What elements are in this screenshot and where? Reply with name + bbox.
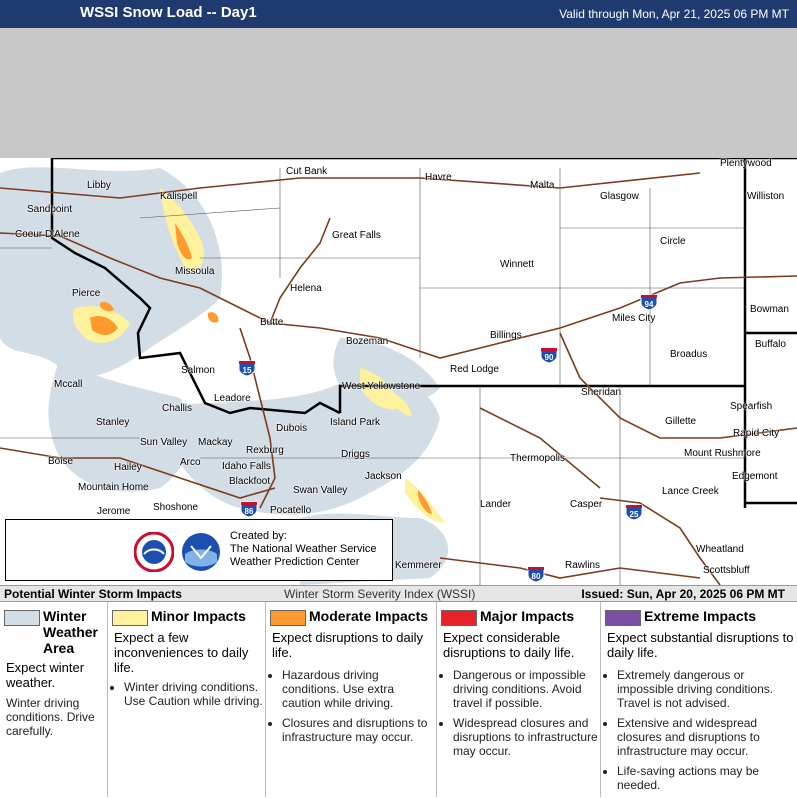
city-label: Sandpoint	[27, 204, 73, 215]
city-label: Challis	[162, 403, 193, 414]
city-label: Arco	[180, 457, 201, 468]
city-label: Shoshone	[153, 502, 199, 513]
legend-category: Moderate Impacts	[309, 608, 429, 624]
city-label: Salmon	[181, 365, 215, 376]
legend-category: Major Impacts	[480, 608, 575, 624]
info-bar	[0, 585, 797, 602]
nws-logo-icon	[134, 532, 174, 572]
city-label: Thermopolis	[510, 453, 566, 464]
city-label: Buffalo	[755, 339, 786, 350]
no-data-area	[0, 28, 797, 158]
city-label: Butte	[260, 317, 284, 328]
legend-column-minor	[108, 602, 266, 797]
city-label: Libby	[87, 180, 111, 191]
city-label: Helena	[290, 283, 322, 294]
city-label: Rawlins	[565, 560, 601, 571]
legend-category: Extreme Impacts	[644, 608, 757, 624]
interstate-shield-icon	[527, 565, 545, 583]
city-label: Boise	[48, 456, 74, 467]
city-label: Havre	[425, 172, 452, 183]
legend-bullet-item: • Life-saving actions may be needed.	[617, 764, 793, 792]
city-label: Island Park	[330, 417, 381, 428]
city-label: Coeur D'Alene	[15, 229, 80, 240]
issued-time: Issued: Sun, Apr 20, 2025 06 PM MT	[581, 587, 785, 601]
valid-time: Valid through Mon, Apr 21, 2025 06 PM MT	[559, 7, 789, 21]
legend-bullets	[272, 668, 432, 750]
legend-summary: Expect a few inconveniences to daily life.	[114, 630, 249, 675]
city-label: Glasgow	[600, 191, 639, 202]
legend-bullet-item: • Extremely dangerous or impossible driving conditions. Travel is not advised.	[617, 668, 793, 710]
legend-bullet-item: • Dangerous or impossible driving conditions. Avoid travel if possible.	[453, 668, 601, 710]
interstate-shield-icon	[540, 346, 558, 364]
city-label: Cut Bank	[286, 166, 328, 177]
credit-text	[230, 530, 377, 569]
svg-text:25: 25	[629, 510, 639, 519]
legend-swatch	[441, 610, 477, 626]
legend-bullet-item: • Hazardous driving conditions. Use extra caution while driving.	[282, 668, 432, 710]
city-label: Billings	[490, 330, 522, 341]
legend-bullets	[443, 668, 601, 764]
city-label: Kalispell	[160, 191, 198, 202]
city-label: Pocatello	[270, 505, 312, 516]
city-label: Lance Creek	[662, 486, 719, 497]
map-title: WSSI Snow Load -- Day1	[80, 4, 257, 21]
city-label: Mount Rushmore	[684, 448, 761, 459]
legend-column-winter-weather	[0, 602, 108, 797]
noaa-logo-icon	[181, 532, 221, 572]
svg-text:80: 80	[531, 572, 541, 581]
credit-line: The National Weather Service	[230, 543, 377, 555]
credit-line: Weather Prediction Center	[230, 556, 360, 568]
city-label: Broadus	[670, 349, 708, 360]
city-label: Leadore	[214, 393, 251, 404]
city-label: Jackson	[365, 471, 402, 482]
city-label: Sun Valley	[140, 437, 188, 448]
city-label: Scottsbluff	[703, 565, 750, 576]
city-label: Bozeman	[346, 336, 389, 347]
legend-bullet: Winter driving conditions. Drive carefully.	[6, 696, 95, 738]
credit-box	[5, 519, 393, 581]
legend-column-moderate	[266, 602, 437, 797]
legend-column-major	[437, 602, 601, 797]
city-label: West Yellowstone	[342, 381, 421, 392]
city-label: Dubois	[276, 423, 308, 434]
svg-text:15: 15	[242, 366, 252, 375]
city-label: Plentywood	[720, 158, 772, 169]
city-label: Sheridan	[581, 387, 622, 398]
city-label: Miles City	[612, 313, 656, 324]
legend-summary: Expect substantial disruptions to daily life.	[607, 630, 794, 660]
city-label: Edgemont	[732, 471, 778, 482]
city-label: Malta	[530, 180, 555, 191]
city-label: Blackfoot	[229, 476, 271, 487]
city-label: Spearfish	[730, 401, 773, 412]
city-label: Rexburg	[246, 445, 284, 456]
city-label: Missoula	[175, 266, 215, 277]
city-label: Winnett	[500, 259, 534, 270]
city-label: Casper	[570, 499, 603, 510]
city-label: Red Lodge	[450, 364, 499, 375]
legend-bullets	[607, 668, 793, 798]
city-label: Circle	[660, 236, 686, 247]
index-name: Winter Storm Severity Index (WSSI)	[284, 587, 476, 601]
city-label: Great Falls	[332, 230, 381, 241]
city-label: Stanley	[96, 417, 130, 428]
city-label: Rapid City	[733, 428, 780, 439]
header-bar	[0, 0, 797, 28]
legend-swatch	[112, 610, 148, 626]
legend-bullet-item: • Winter driving conditions. Use Caution while driving.	[124, 680, 264, 708]
city-label: Mackay	[198, 437, 233, 448]
city-label: Jerome	[97, 506, 131, 517]
legend-summary: Expect winter weather.	[6, 660, 85, 690]
legend-summary: Expect disruptions to daily life.	[272, 630, 424, 660]
legend-bullet-item: • Closures and disruptions to infrastructure may occur.	[282, 716, 432, 744]
legend	[0, 602, 797, 797]
city-label: Bowman	[750, 304, 789, 315]
city-label: Lander	[480, 499, 512, 510]
city-label: Swan Valley	[293, 485, 348, 496]
interstate-shield-icon	[640, 293, 658, 311]
city-label: Gillette	[665, 416, 697, 427]
city-label: Mountain Home	[78, 482, 149, 493]
svg-text:90: 90	[544, 353, 554, 362]
legend-bullet	[114, 680, 264, 714]
legend-bullet-item: • Extensive and widespread closures and disruptions to infrastructure may occur.	[617, 716, 793, 758]
credit-line: Created by:	[230, 530, 287, 542]
interstate-shield-icon	[238, 359, 256, 377]
svg-text:94: 94	[644, 300, 654, 309]
legend-summary: Expect considerable disruptions to daily life.	[443, 630, 575, 660]
city-label: Wheatland	[696, 544, 744, 555]
impacts-heading: Potential Winter Storm Impacts	[4, 587, 182, 601]
city-label: Williston	[747, 191, 785, 202]
legend-category: Winter Weather Area	[43, 608, 98, 656]
city-label: Mccall	[54, 379, 83, 390]
legend-bullet-item: • Widespread closures and disruptions to infrastructure may occur.	[453, 716, 601, 758]
legend-swatch	[270, 610, 306, 626]
interstate-shield-icon	[240, 500, 258, 518]
legend-column-extreme	[601, 602, 797, 797]
city-label: Pierce	[72, 288, 101, 299]
legend-swatch	[605, 610, 641, 626]
city-label: Idaho Falls	[222, 461, 271, 472]
city-label: Driggs	[341, 449, 370, 460]
legend-category: Minor Impacts	[151, 608, 246, 624]
svg-text:86: 86	[244, 507, 254, 516]
city-label: Hailey	[114, 462, 142, 473]
legend-swatch	[4, 610, 40, 626]
interstate-shield-icon	[625, 503, 643, 521]
city-label: Kemmerer	[395, 560, 442, 571]
